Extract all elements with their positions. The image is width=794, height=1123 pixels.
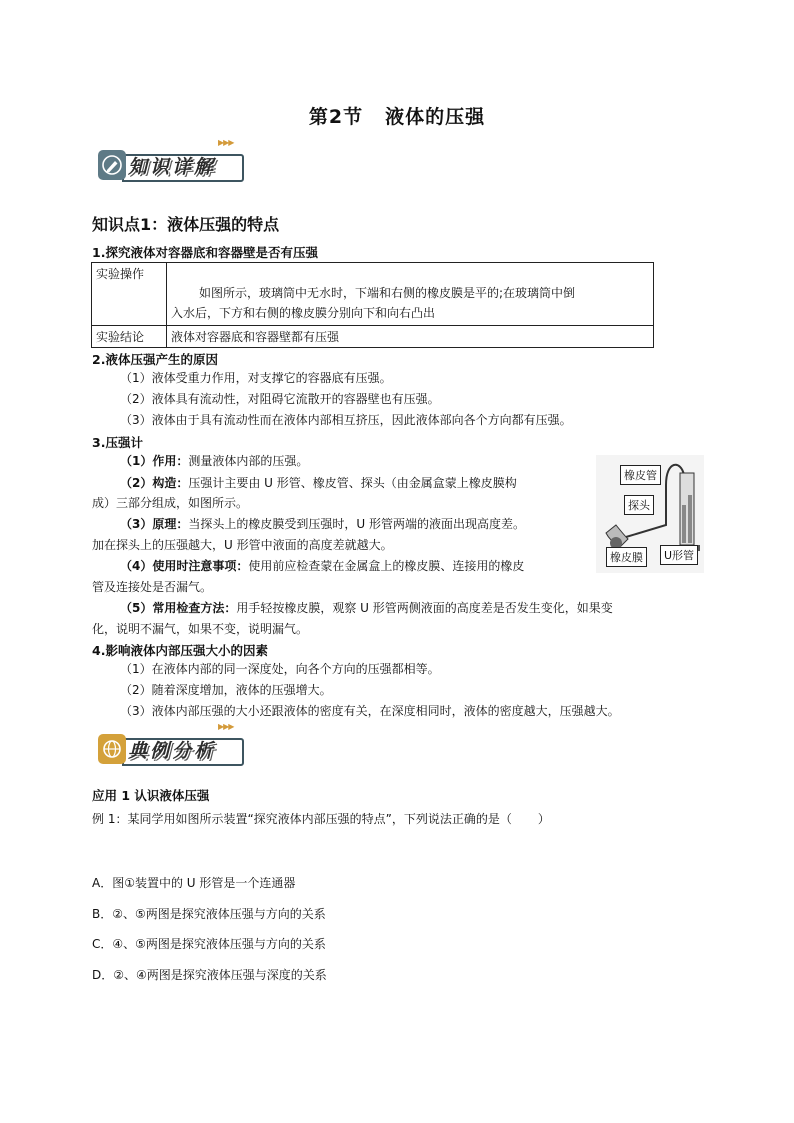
section-3-heading: 3.压强计 bbox=[92, 435, 143, 450]
list-item-continued: 加在探头上的压强越大，U 形管中液面的高度差就越大。 bbox=[92, 538, 393, 552]
list-item: （2）构造：压强计主要由 U 形管、橡皮管、探头（由金属盒蒙上橡皮膜构 bbox=[120, 476, 517, 490]
table-cell-label: 实验结论 bbox=[92, 326, 167, 348]
table-row bbox=[92, 326, 654, 348]
list-item-continued: 成）三部分组成，如图所示。 bbox=[92, 496, 249, 510]
example-banner-text: 典例分析 bbox=[128, 740, 217, 762]
option-c: C．④、⑤两图是探究液体压强与方向的关系 bbox=[92, 937, 326, 951]
list-item: （2）液体具有流动性，对阻碍它流散开的容器壁也有压强。 bbox=[120, 392, 440, 406]
pressure-gauge-figure bbox=[596, 455, 704, 573]
section-number: 第2节 bbox=[308, 106, 364, 128]
table-cell-content: 液体对容器底和容器壁都有压强 bbox=[167, 326, 654, 348]
page-title bbox=[0, 102, 794, 129]
list-item: （1）作用：测量液体内部的压强。 bbox=[120, 454, 309, 468]
table-cell-content bbox=[167, 263, 654, 326]
experiment-table bbox=[91, 262, 654, 348]
table-text-line: 入水后，下方和右侧的橡皮膜分别向下和向右凸出 bbox=[171, 306, 436, 320]
knowledge-banner bbox=[98, 138, 242, 182]
pencil-icon bbox=[98, 150, 126, 180]
list-item: （1）在液体内部的同一深度处，向各个方向的压强都相等。 bbox=[120, 662, 440, 676]
probe-label: 探头 bbox=[624, 495, 654, 515]
arrow-decoration-icon: ▶▶▶ bbox=[218, 138, 234, 147]
section-1-heading: 1.探究液体对容器底和容器壁是否有压强 bbox=[92, 245, 318, 260]
section-4-heading: 4.影响液体内部压强大小的因素 bbox=[92, 643, 268, 658]
knowledge-banner-text: 知识详解 bbox=[128, 156, 217, 178]
list-item: （3）液体由于具有流动性而在液体内部相互挤压，因此液体部向各个方向都有压强。 bbox=[120, 413, 572, 427]
u-tube-label: U形管 bbox=[660, 545, 698, 565]
option-a: A．图①装置中的 U 形管是一个连通器 bbox=[92, 876, 296, 890]
section-2-heading: 2.液体压强产生的原因 bbox=[92, 352, 218, 367]
option-d: D．②、④两图是探究液体压强与深度的关系 bbox=[92, 968, 327, 982]
list-item: （3）原理：当探头上的橡皮膜受到压强时，U 形管两端的液面出现高度差。 bbox=[120, 517, 525, 531]
example-banner bbox=[98, 722, 242, 766]
example-question: 例 1：某同学用如图所示装置“探究液体内部压强的特点”，下列说法正确的是（ ） bbox=[92, 812, 550, 826]
rubber-membrane-label: 橡皮膜 bbox=[606, 547, 647, 567]
list-item-continued: 管及连接处是否漏气。 bbox=[92, 580, 213, 594]
arrow-decoration-icon: ▶▶▶ bbox=[218, 722, 234, 731]
list-item: （3）液体内部压强的大小还跟液体的密度有关，在深度相同时，液体的密度越大，压强越大。 bbox=[120, 704, 620, 718]
application-heading: 应用 1 认识液体压强 bbox=[92, 788, 210, 803]
rubber-tube-label: 橡皮管 bbox=[620, 465, 661, 485]
table-cell-label: 实验操作 bbox=[92, 263, 167, 326]
list-item-continued: 化，说明不漏气，如果不变，说明漏气。 bbox=[92, 622, 309, 636]
table-row bbox=[92, 263, 654, 326]
globe-icon bbox=[98, 734, 126, 764]
list-item: （4）使用时注意事项：使用前应检查蒙在金属盒上的橡皮膜、连接用的橡皮 bbox=[120, 559, 525, 573]
table-text-line: 如图所示，玻璃筒中无水时，下端和右侧的橡皮膜是平的;在玻璃筒中倒 bbox=[199, 286, 576, 300]
list-item: （1）液体受重力作用，对支撑它的容器底有压强。 bbox=[120, 371, 392, 385]
option-b: B．②、⑤两图是探究液体压强与方向的关系 bbox=[92, 907, 326, 921]
section-topic: 液体的压强 bbox=[385, 106, 486, 128]
list-item: （2）随着深度增加，液体的压强增大。 bbox=[120, 683, 332, 697]
knowledge-point-title: 知识点1：液体压强的特点 bbox=[92, 215, 280, 234]
list-item: （5）常用检查方法：用手轻按橡皮膜，观察 U 形管两侧液面的高度差是否发生变化，如果变 bbox=[120, 601, 613, 615]
